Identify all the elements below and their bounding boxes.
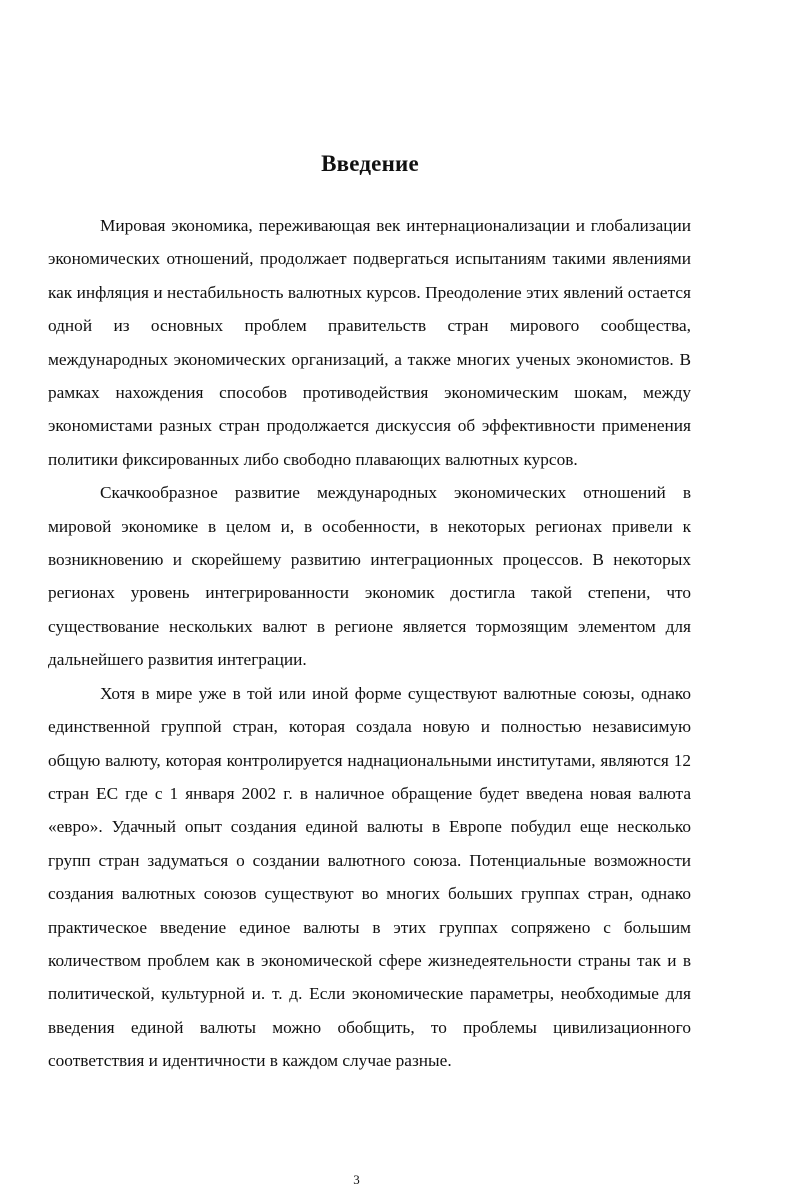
page-title: Введение [321, 151, 419, 177]
body-text [48, 209, 691, 1078]
paragraph-2: Скачкообразное развитие международных экономических отношений в мировой экономике в целом и, в особенности, в некоторых регионах привели к возникновению и скорейшему развитию интеграционных процессов. В некоторых регионах уровень интегрированности экономик достигла такой степени, что существование нескольких валют в регионе является тормозящим элементом для дальнейшего развития интеграции. [48, 483, 691, 670]
paragraph-1: Мировая экономика, переживающая век интернационализации и глобализации экономических отношений, продолжает подвергаться испытаниям такими явлениями как инфляция и нестабильность валютных курсов. Преодоление этих явлений остается одной из основных проблем правительств стран мирового сообщества, международных экономических организаций, а также многих ученых экономистов. В рамках нахождения способов противодействия экономическим шокам, между экономистами разных стран продолжается дискуссия об эффективности применения политики фиксированных либо свободно плавающих валютных курсов. [48, 216, 691, 469]
paragraph-3: Хотя в мире уже в той или иной форме существуют валютные союзы, однако единственной группой стран, которая создала новую и полностью независимую общую валюту, которая контролируется наднациональными институтами, являются 12 стран ЕС где с 1 января 2002 г. в наличное обращение будет введена новая валюта «евро». Удачный опыт создания единой валюты в Европе побудил еще несколько групп стран задуматься о создании валютного союза. Потенциальные возможности создания валютных союзов существуют во многих больших группах стран, однако практическое введение единое валюты в этих группах сопряжено с большим количеством проблем как в экономической сфере жизнедеятельности страны так и в политической, культурной и. т. д. Если экономические параметры, необходимые для введения единой валюты можно обобщить, то проблемы цивилизационного соответствия и идентичности в каждом случае разные. [48, 683, 691, 1071]
page-number: 3 [353, 1172, 360, 1187]
